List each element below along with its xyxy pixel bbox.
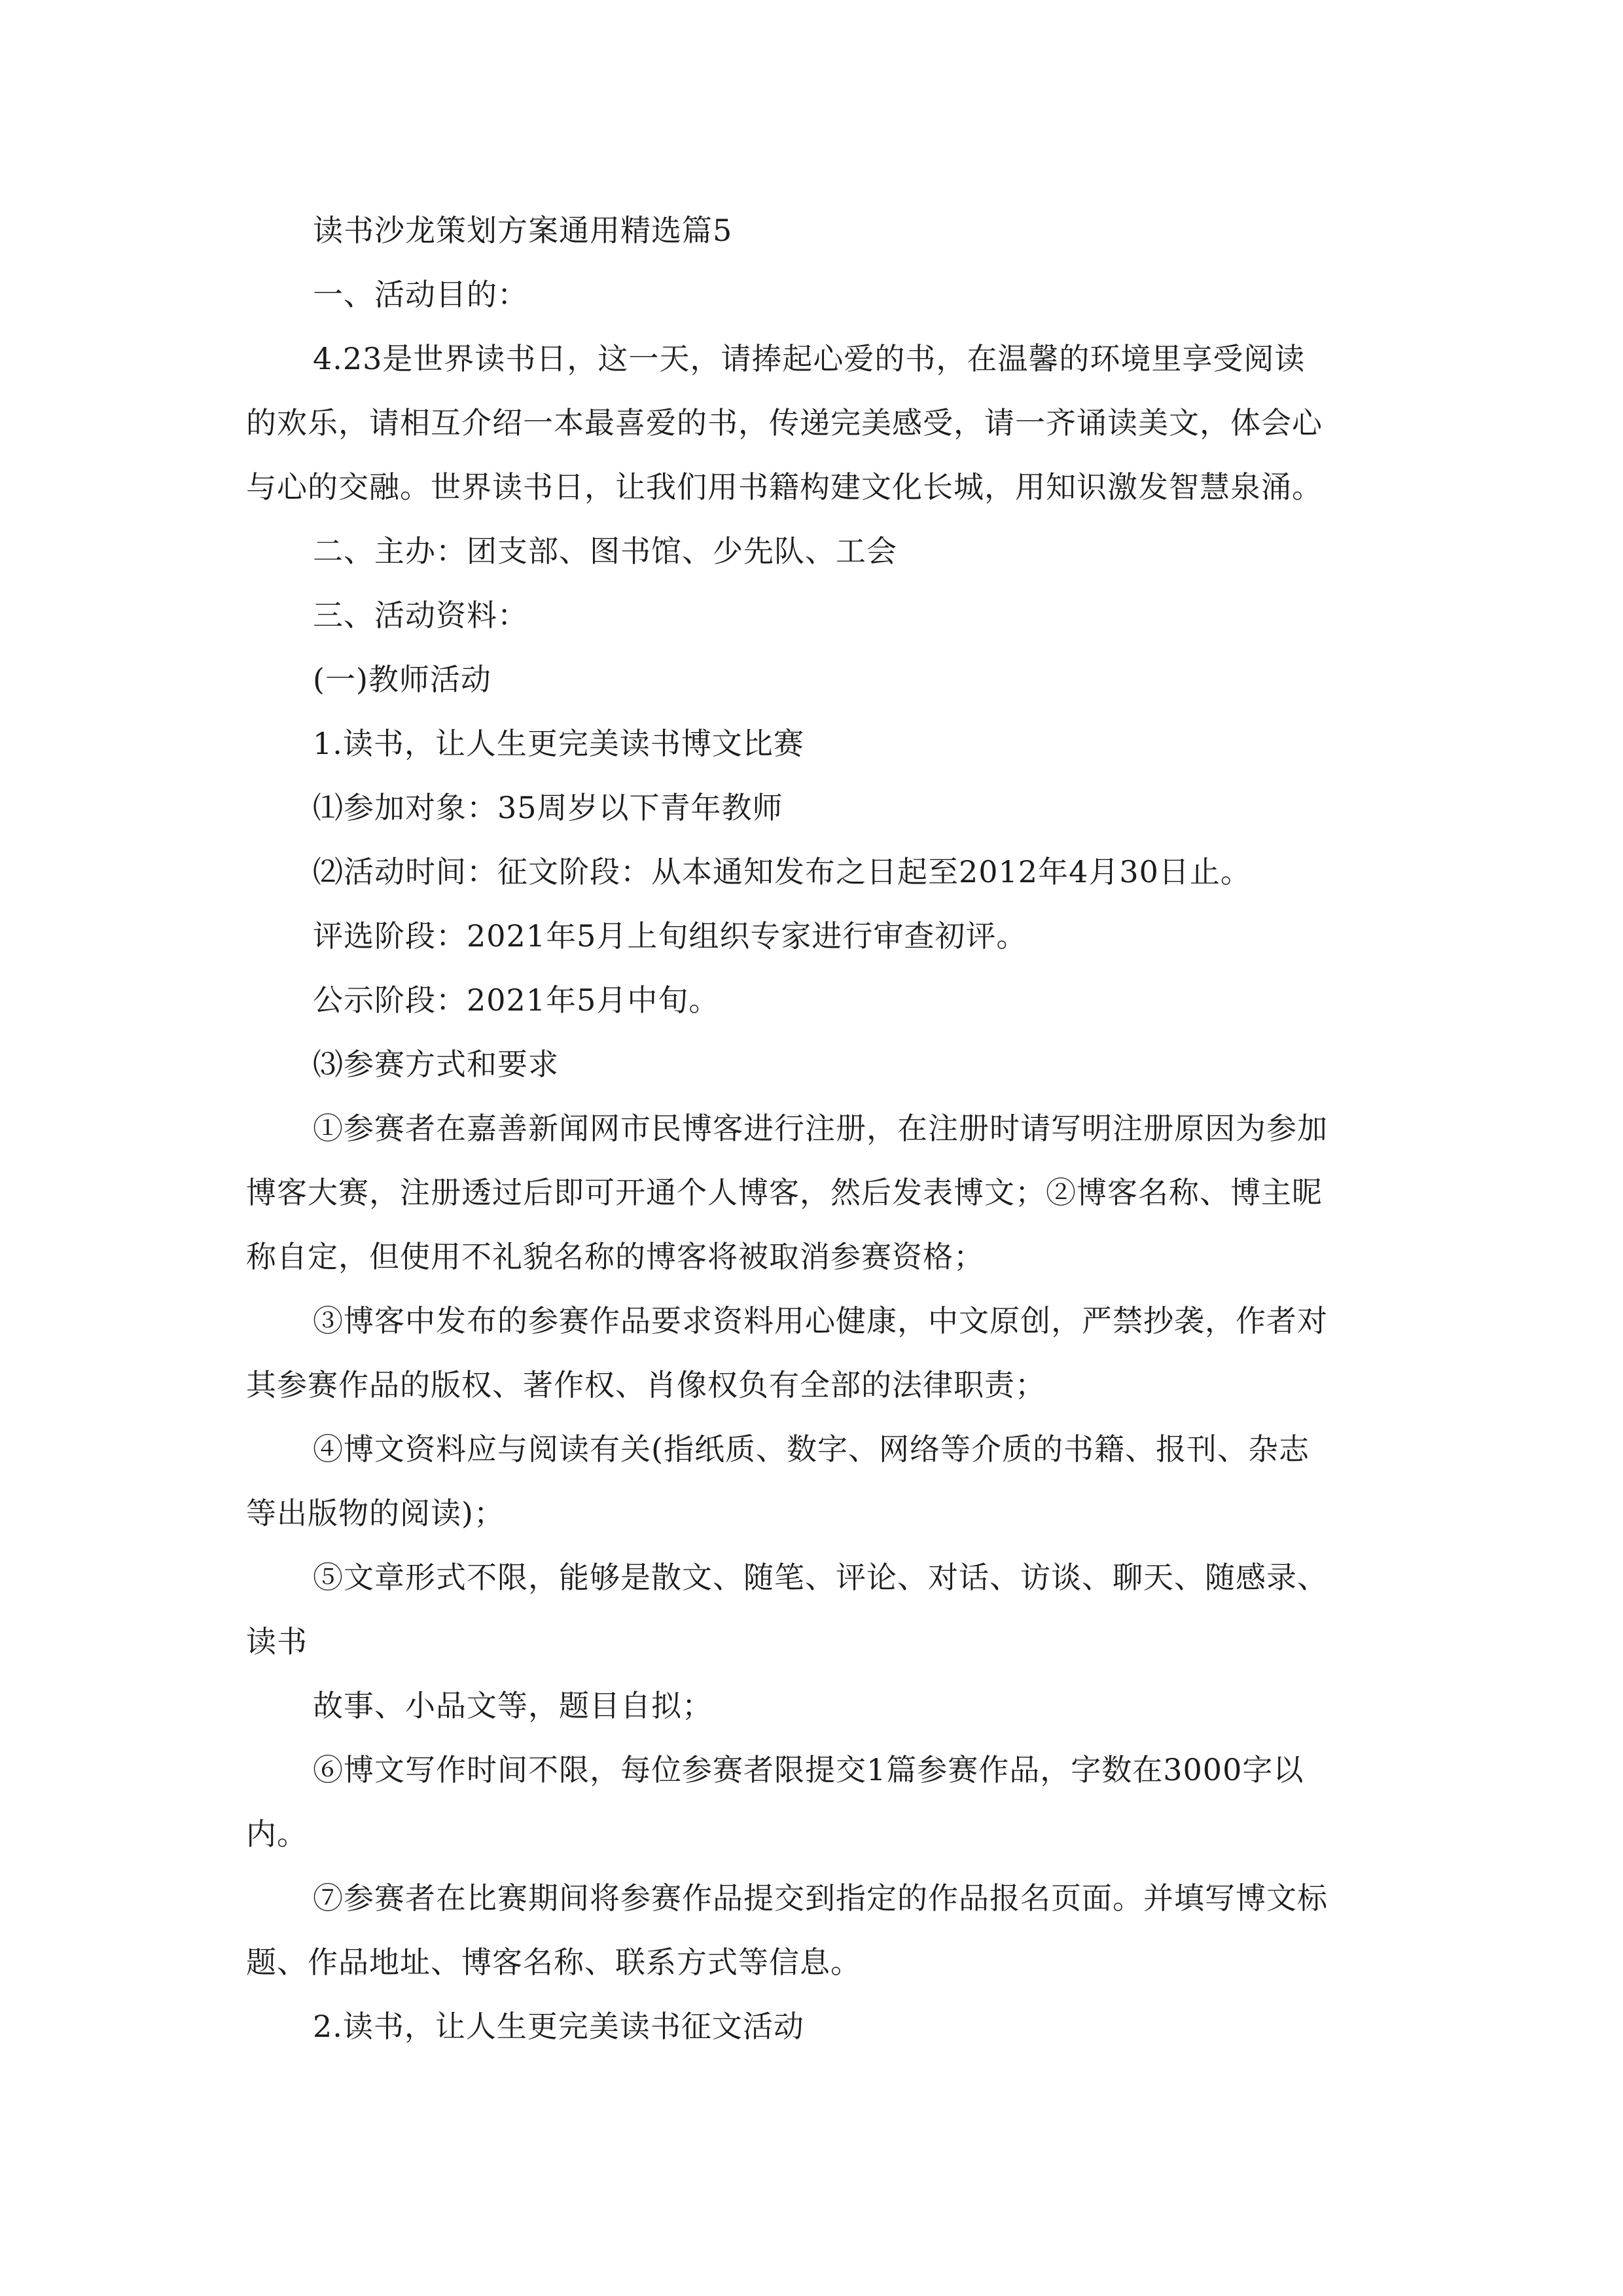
- text-line: 1.读书，让人生更完美读书博文比赛: [313, 726, 804, 761]
- text-line: 三、活动资料：: [313, 598, 528, 633]
- text-line: ⑤文章形式不限，能够是散文、随笔、评论、对话、访谈、聊天、随感录、: [313, 1560, 1328, 1595]
- text-line: ⑥博文写作时间不限，每位参赛者限提交1篇参赛作品，字数在3000字以: [313, 1752, 1304, 1787]
- text-line: ⑵活动时间：征文阶段：从本通知发布之日起至2012年4月30日止。: [313, 854, 1251, 889]
- text-line: ④博文资料应与阅读有关(指纸质、数字、网络等介质的书籍、报刊、杂志: [313, 1431, 1310, 1467]
- text-line: 博客大赛，注册透过后即可开通个人博客，然后发表博文；②博客名称、博主昵: [246, 1175, 1323, 1210]
- text-line: 称自定，但使用不礼貌名称的博客将被取消参赛资格；: [246, 1239, 984, 1274]
- text-line: 二、主办：团支部、图书馆、少先队、工会: [313, 533, 897, 569]
- text-line: 其参赛作品的版权、著作权、肖像权负有全部的法律职责；: [246, 1367, 1046, 1403]
- text-line: ⑶参赛方式和要求: [313, 1047, 559, 1082]
- text-line: 等出版物的阅读)；: [246, 1496, 505, 1531]
- text-line: 的欢乐，请相互介绍一本最喜爱的书，传递完美感受，请一齐诵读美文，体会心: [246, 405, 1323, 440]
- text-line: ③博客中发布的参赛作品要求资料用心健康，中文原创，严禁抄袭，作者对: [313, 1303, 1328, 1338]
- text-line: 一、活动目的：: [313, 277, 528, 312]
- text-line: 与心的交融。世界读书日，让我们用书籍构建文化长城，用知识激发智慧泉涌。: [246, 469, 1323, 505]
- text-line: ⑦参赛者在比赛期间将参赛作品提交到指定的作品报名页面。并填写博文标: [313, 1880, 1328, 1916]
- text-line: 2.读书，让人生更完美读书征文活动: [313, 2009, 804, 2044]
- document-title: 读书沙龙策划方案通用精选篇5: [313, 213, 733, 248]
- text-line: 读书: [246, 1624, 308, 1659]
- text-line: 内。: [246, 1816, 308, 1852]
- text-line: (一)教师活动: [313, 662, 491, 697]
- text-line: ⑴参加对象：35周岁以下青年教师: [313, 790, 783, 825]
- text-line: 4.23是世界读书日，这一天，请捧起心爱的书，在温馨的环境里享受阅读: [313, 341, 1306, 376]
- text-line: 公示阶段：2021年5月中旬。: [313, 982, 720, 1018]
- text-line: 故事、小品文等，题目自拟；: [313, 1688, 713, 1723]
- text-line: 题、作品地址、博客名称、联系方式等信息。: [246, 1945, 861, 1980]
- text-line: 评选阶段：2021年5月上旬组织专家进行审查初评。: [313, 918, 1027, 954]
- text-line: ①参赛者在嘉善新闻网市民博客进行注册，在注册时请写明注册原因为参加: [313, 1111, 1328, 1146]
